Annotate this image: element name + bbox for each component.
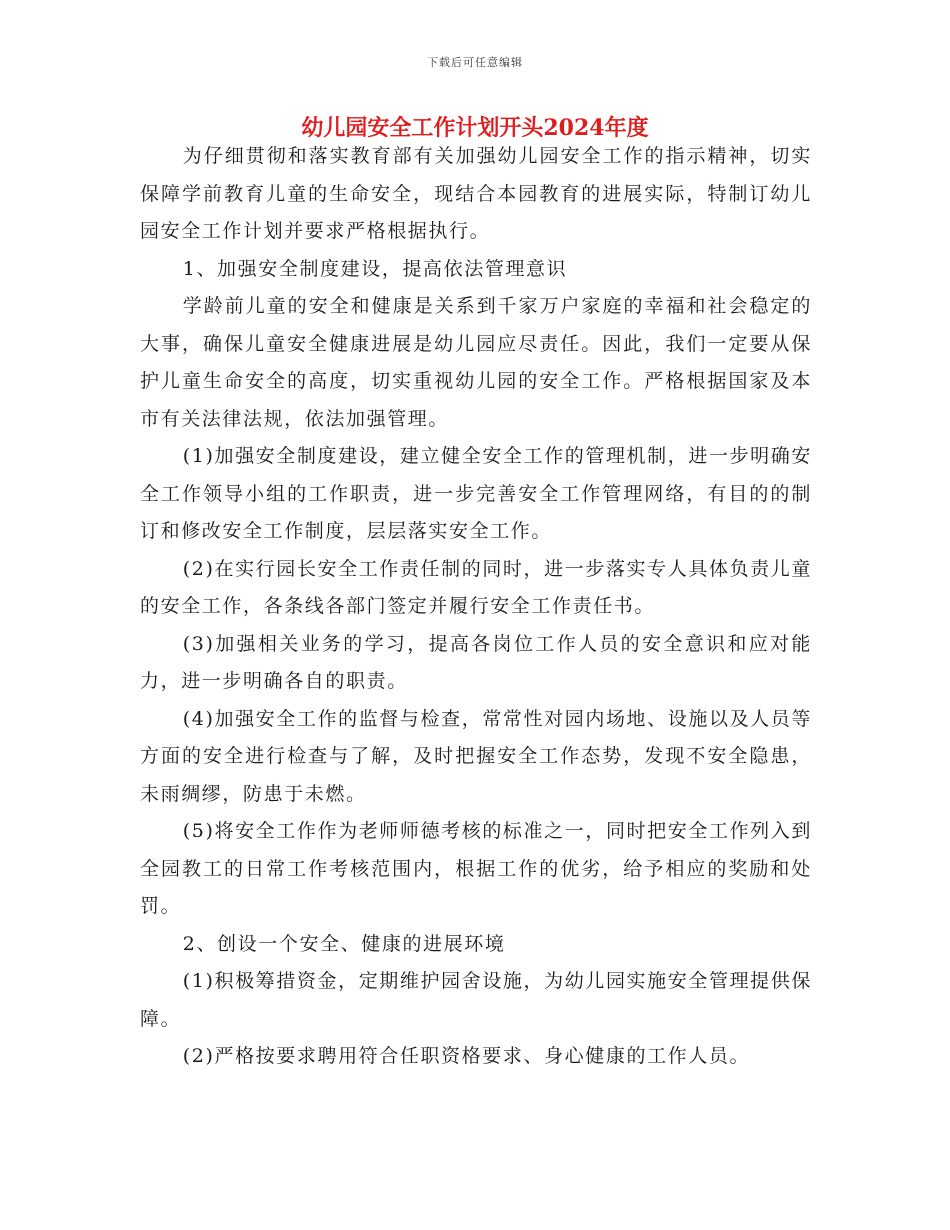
section-heading-1: 1、加强安全制度建设，提高依法管理意识 bbox=[182, 257, 568, 280]
list-item: (1)加强安全制度建设，建立健全安全工作的管理机制，进一步明确安全工作领导小组的工作职责，进一步完善安全工作管理网络，有目的的制订和修改安全工作制度，层层落实安全工作。 bbox=[140, 445, 812, 542]
header-note: 下载后可任意编辑 bbox=[427, 56, 523, 69]
list-item: (2)在实行园长安全工作责任制的同时，进一步落实专人具体负责儿童的安全工作，各条线各部门签定并履行安全工作责任书。 bbox=[140, 557, 812, 617]
paragraph: 学龄前儿童的安全和健康是关系到千家万户家庭的幸福和社会稳定的大事，确保儿童安全健康进展是幼儿园应尽责任。因此，我们一定要从保护儿童生命安全的高度，切实重视幼儿园的安全工作。严格根据国家及本市有关法律法规，依法加强管理。 bbox=[140, 295, 812, 430]
paragraph-intro: 为仔细贯彻和落实教育部有关加强幼儿园安全工作的指示精神，切实保障学前教育儿童的生命安全，现结合本园教育的进展实际，特制订幼儿园安全工作计划并要求严格根据执行。 bbox=[140, 145, 812, 242]
list-item: (2)严格按要求聘用符合任职资格要求、身心健康的工作人员。 bbox=[182, 1045, 751, 1067]
list-item: (1)积极筹措资金，定期维护园舍设施，为幼儿园实施安全管理提供保障。 bbox=[140, 970, 812, 1030]
section-heading-2: 2、创设一个安全、健康的进展环境 bbox=[182, 932, 506, 955]
document-body bbox=[140, 138, 812, 1076]
list-item: (4)加强安全工作的监督与检查，常常性对园内场地、设施以及人员等方面的安全进行检查与了解，及时把握安全工作态势，发现不安全隐患，未雨绸缪，防患于未燃。 bbox=[140, 707, 812, 805]
list-item: (5)将安全工作作为老师师德考核的标准之一，同时把安全工作列入到全园教工的日常工作考核范围内，根据工作的优劣，给予相应的奖励和处罚。 bbox=[140, 820, 812, 917]
document-title: 幼儿园安全工作计划开头2024年度 bbox=[301, 115, 649, 141]
list-item: (3)加强相关业务的学习，提高各岗位工作人员的安全意识和应对能力，进一步明确各自的职责。 bbox=[140, 632, 812, 692]
